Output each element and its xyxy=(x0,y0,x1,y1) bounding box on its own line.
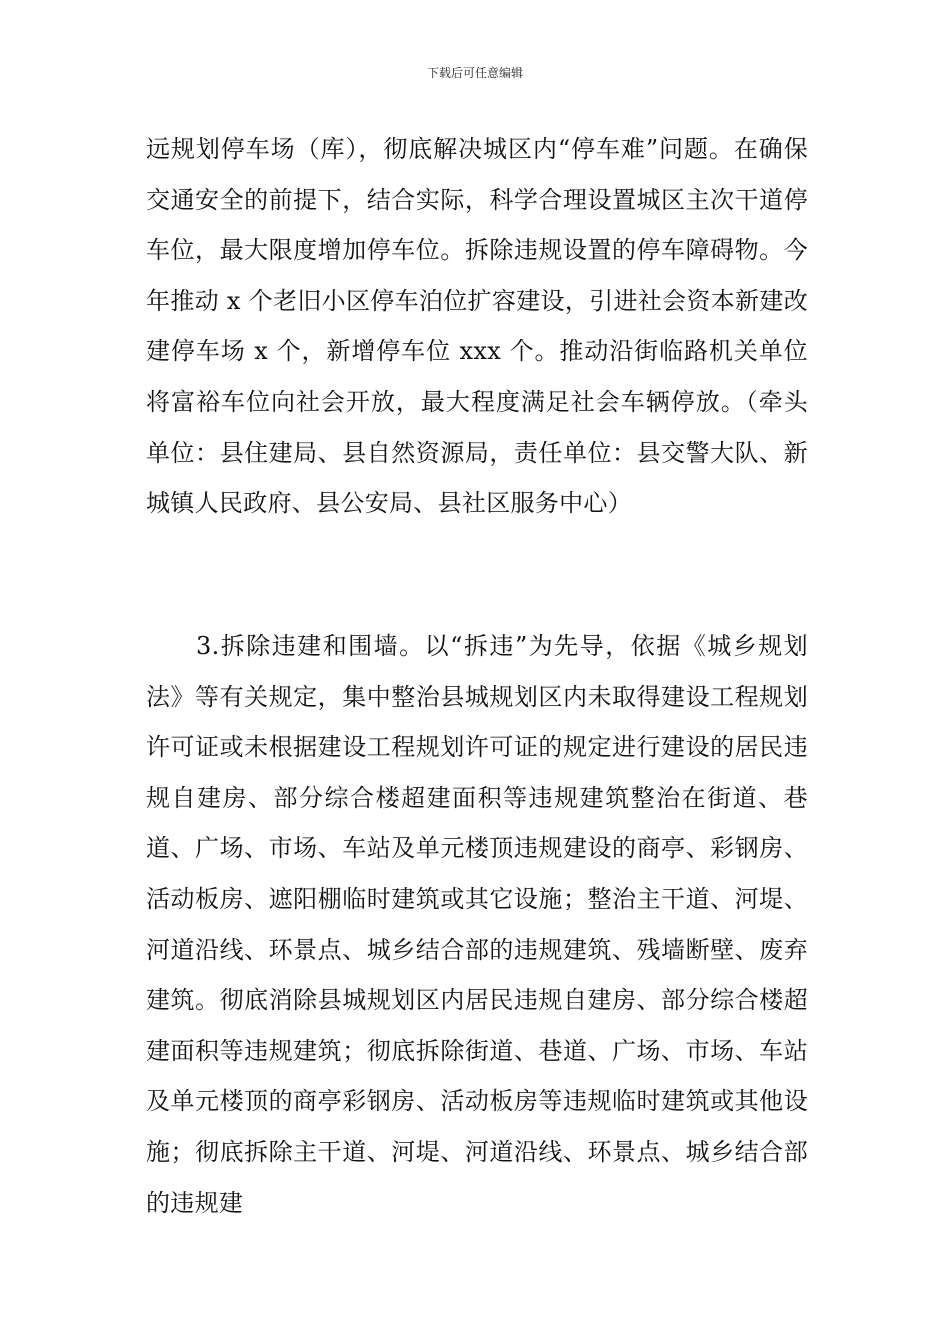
body-paragraph: 远规划停车场（库），彻底解决城区内“停车难”问题。在确保交通安全的前提下，结合实际，科学合理设置城区主次干道停车位，最大限度增加停车位。拆除违规设置的停车障碍物。今年推动 x 个老旧小区停车泊位扩容建设，引进社会资本新建改建停车场 x 个，新增停车位 xxx 个。推动沿街临路机关单位将富裕车位向社会开放，最大程度满足社会车辆停放。（牵头单位：县住建局、县自然资源局，责任单位：县交警大队、新城镇人民政府、县公安局、县社区服务中心） xyxy=(146,135,808,518)
page-header: 下载后可任意编辑 xyxy=(426,66,523,80)
body-paragraph-section-3: 3.拆除违建和围墙。以“拆违”为先导，依据《城乡规划法》等有关规定，集中整治县城规划区内未取得建设工程规划许可证或未根据建设工程规划许可证的规定进行建设的居民违规自建房、部分综合楼超建面积等违规建筑整治在街道、巷道、广场、市场、车站及单元楼顶违规建设的商亭、彩钢房、活动板房、遮阳棚临时建筑或其它设施；整治主干道、河堤、河道沿线、环景点、城乡结合部的违规建筑、残墙断壁、废弃建筑。彻底消除县城规划区内居民违规自建房、部分综合楼超建面积等违规建筑；彻底拆除街道、巷道、广场、市场、车站及单元楼顶的商亭彩钢房、活动板房等违规临时建筑或其他设施；彻底拆除主干道、河堤、河道沿线、环景点、城乡结合部的违规建 xyxy=(146,632,808,1217)
